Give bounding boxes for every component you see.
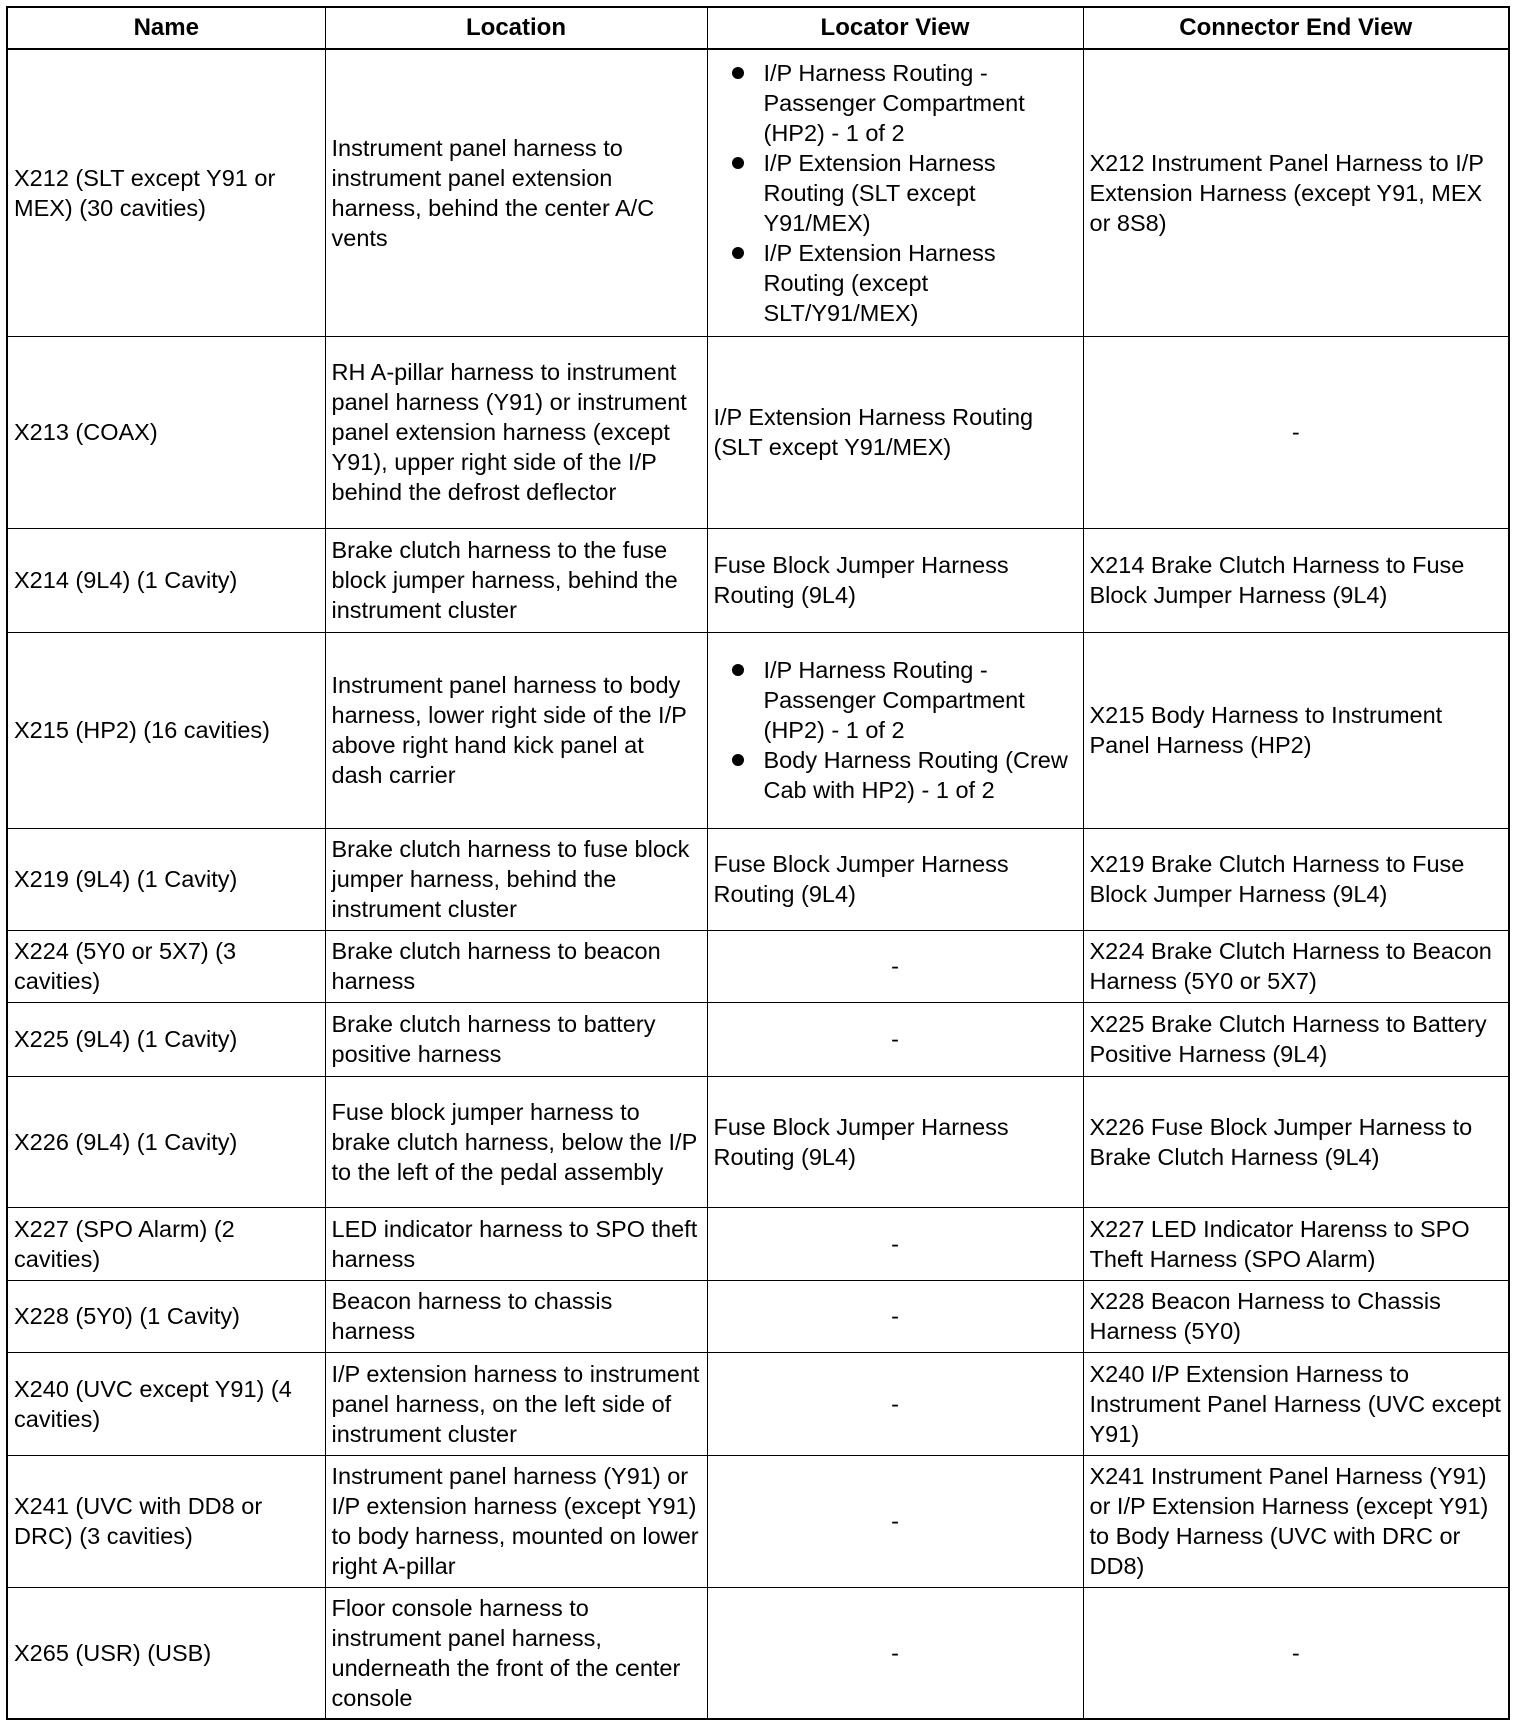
header-locator-view: Locator View [707, 7, 1083, 49]
cell-name: X225 (9L4) (1 Cavity) [7, 1002, 325, 1076]
cell-location: Beacon harness to chassis harness [325, 1280, 707, 1352]
cell-location: LED indicator harness to SPO theft harness [325, 1207, 707, 1280]
header-name: Name [7, 7, 325, 49]
cell-locator-view: Fuse Block Jumper Harness Routing (9L4) [707, 528, 1083, 632]
cell-locator-view: - [707, 1280, 1083, 1352]
cell-location: Instrument panel harness to body harness, lower right side of the I/P above right hand kick panel at dash carrier [325, 632, 707, 828]
cell-connector-end-view: X225 Brake Clutch Harness to Battery Positive Harness (9L4) [1083, 1002, 1509, 1076]
cell-name: X213 (COAX) [7, 336, 325, 528]
cell-name: X226 (9L4) (1 Cavity) [7, 1076, 325, 1207]
cell-locator-view [707, 49, 1083, 336]
cell-connector-end-view: X212 Instrument Panel Harness to I/P Extension Harness (except Y91, MEX or 8S8) [1083, 49, 1509, 336]
cell-connector-end-view: X228 Beacon Harness to Chassis Harness (5Y0) [1083, 1280, 1509, 1352]
table-row [7, 49, 1509, 336]
header-connector-end-view: Connector End View [1083, 7, 1509, 49]
cell-connector-end-view: X241 Instrument Panel Harness (Y91) or I/P Extension Harness (except Y91) to Body Harness (UVC with DRC or DD8) [1083, 1455, 1509, 1587]
locator-bullet-text: I/P Extension Harness Routing (except SLT/Y91/MEX) [763, 239, 996, 326]
locator-bullet-list [714, 655, 1077, 805]
table-row [7, 1076, 1509, 1207]
locator-bullet-item [726, 238, 1077, 328]
cell-locator-view [707, 632, 1083, 828]
table-row [7, 1352, 1509, 1455]
locator-bullet-item [726, 148, 1077, 238]
cell-location: Brake clutch harness to battery positive harness [325, 1002, 707, 1076]
cell-connector-end-view: X226 Fuse Block Jumper Harness to Brake Clutch Harness (9L4) [1083, 1076, 1509, 1207]
connector-table-sheet [6, 6, 1508, 1720]
cell-name: X214 (9L4) (1 Cavity) [7, 528, 325, 632]
bullet-icon [732, 67, 744, 79]
cell-location: Fuse block jumper harness to brake clutch harness, below the I/P to the left of the pedal assembly [325, 1076, 707, 1207]
locator-bullet-text: I/P Extension Harness Routing (SLT except Y91/MEX) [763, 149, 996, 236]
cell-name: X212 (SLT except Y91 or MEX) (30 cavities) [7, 49, 325, 336]
cell-locator-view: - [707, 1455, 1083, 1587]
table-row [7, 632, 1509, 828]
cell-connector-end-view: X224 Brake Clutch Harness to Beacon Harness (5Y0 or 5X7) [1083, 930, 1509, 1002]
cell-name: X241 (UVC with DD8 or DRC) (3 cavities) [7, 1455, 325, 1587]
locator-bullet-list [714, 58, 1077, 328]
cell-locator-view: - [707, 930, 1083, 1002]
cell-locator-view: - [707, 1587, 1083, 1719]
header-row [7, 7, 1509, 49]
table-row [7, 930, 1509, 1002]
cell-name: X240 (UVC except Y91) (4 cavities) [7, 1352, 325, 1455]
bullet-icon [732, 247, 744, 259]
bullet-icon [732, 664, 744, 676]
cell-connector-end-view: X214 Brake Clutch Harness to Fuse Block Jumper Harness (9L4) [1083, 528, 1509, 632]
cell-connector-end-view: X227 LED Indicator Harenss to SPO Theft Harness (SPO Alarm) [1083, 1207, 1509, 1280]
table-row [7, 1587, 1509, 1719]
locator-bullet-text: I/P Harness Routing - Passenger Compartment (HP2) - 1 of 2 [763, 59, 1025, 146]
locator-bullet-text: I/P Harness Routing - Passenger Compartment (HP2) - 1 of 2 [763, 657, 1025, 743]
cell-locator-view: Fuse Block Jumper Harness Routing (9L4) [707, 1076, 1083, 1207]
table-row [7, 828, 1509, 930]
table-row [7, 1280, 1509, 1352]
locator-bullet-item [726, 58, 1077, 148]
table-row [7, 1002, 1509, 1076]
bullet-icon [732, 157, 744, 169]
cell-location: Brake clutch harness to beacon harness [325, 930, 707, 1002]
locator-bullet-item [726, 745, 1077, 805]
cell-name: X219 (9L4) (1 Cavity) [7, 828, 325, 930]
cell-location: Floor console harness to instrument panel harness, underneath the front of the center console [325, 1587, 707, 1719]
header-location: Location [325, 7, 707, 49]
cell-name: X227 (SPO Alarm) (2 cavities) [7, 1207, 325, 1280]
cell-connector-end-view: - [1083, 1587, 1509, 1719]
cell-location: RH A-pillar harness to instrument panel harness (Y91) or instrument panel extension harness (except Y91), upper right side of the I/P behind the defrost deflector [325, 336, 707, 528]
cell-locator-view: - [707, 1352, 1083, 1455]
cell-location: Brake clutch harness to the fuse block jumper harness, behind the instrument cluster [325, 528, 707, 632]
cell-location: Instrument panel harness to instrument panel extension harness, behind the center A/C vents [325, 49, 707, 336]
table-row [7, 1207, 1509, 1280]
locator-bullet-text: Body Harness Routing (Crew Cab with HP2) - 1 of 2 [763, 747, 1068, 803]
cell-connector-end-view: X240 I/P Extension Harness to Instrument Panel Harness (UVC except Y91) [1083, 1352, 1509, 1455]
cell-locator-view: I/P Extension Harness Routing (SLT except Y91/MEX) [707, 336, 1083, 528]
cell-name: X215 (HP2) (16 cavities) [7, 632, 325, 828]
cell-locator-view: - [707, 1207, 1083, 1280]
cell-name: X224 (5Y0 or 5X7) (3 cavities) [7, 930, 325, 1002]
table-row [7, 336, 1509, 528]
cell-location: Brake clutch harness to fuse block jumper harness, behind the instrument cluster [325, 828, 707, 930]
cell-connector-end-view: X215 Body Harness to Instrument Panel Harness (HP2) [1083, 632, 1509, 828]
bullet-icon [732, 754, 744, 766]
cell-locator-view: Fuse Block Jumper Harness Routing (9L4) [707, 828, 1083, 930]
connector-table [6, 6, 1510, 1720]
table-row [7, 1455, 1509, 1587]
cell-connector-end-view: X219 Brake Clutch Harness to Fuse Block Jumper Harness (9L4) [1083, 828, 1509, 930]
cell-location: I/P extension harness to instrument panel harness, on the left side of instrument cluster [325, 1352, 707, 1455]
cell-name: X228 (5Y0) (1 Cavity) [7, 1280, 325, 1352]
cell-locator-view: - [707, 1002, 1083, 1076]
cell-connector-end-view: - [1083, 336, 1509, 528]
cell-name: X265 (USR) (USB) [7, 1587, 325, 1719]
locator-bullet-item [726, 655, 1077, 745]
table-row [7, 528, 1509, 632]
cell-location: Instrument panel harness (Y91) or I/P extension harness (except Y91) to body harness, mounted on lower right A-pillar [325, 1455, 707, 1587]
